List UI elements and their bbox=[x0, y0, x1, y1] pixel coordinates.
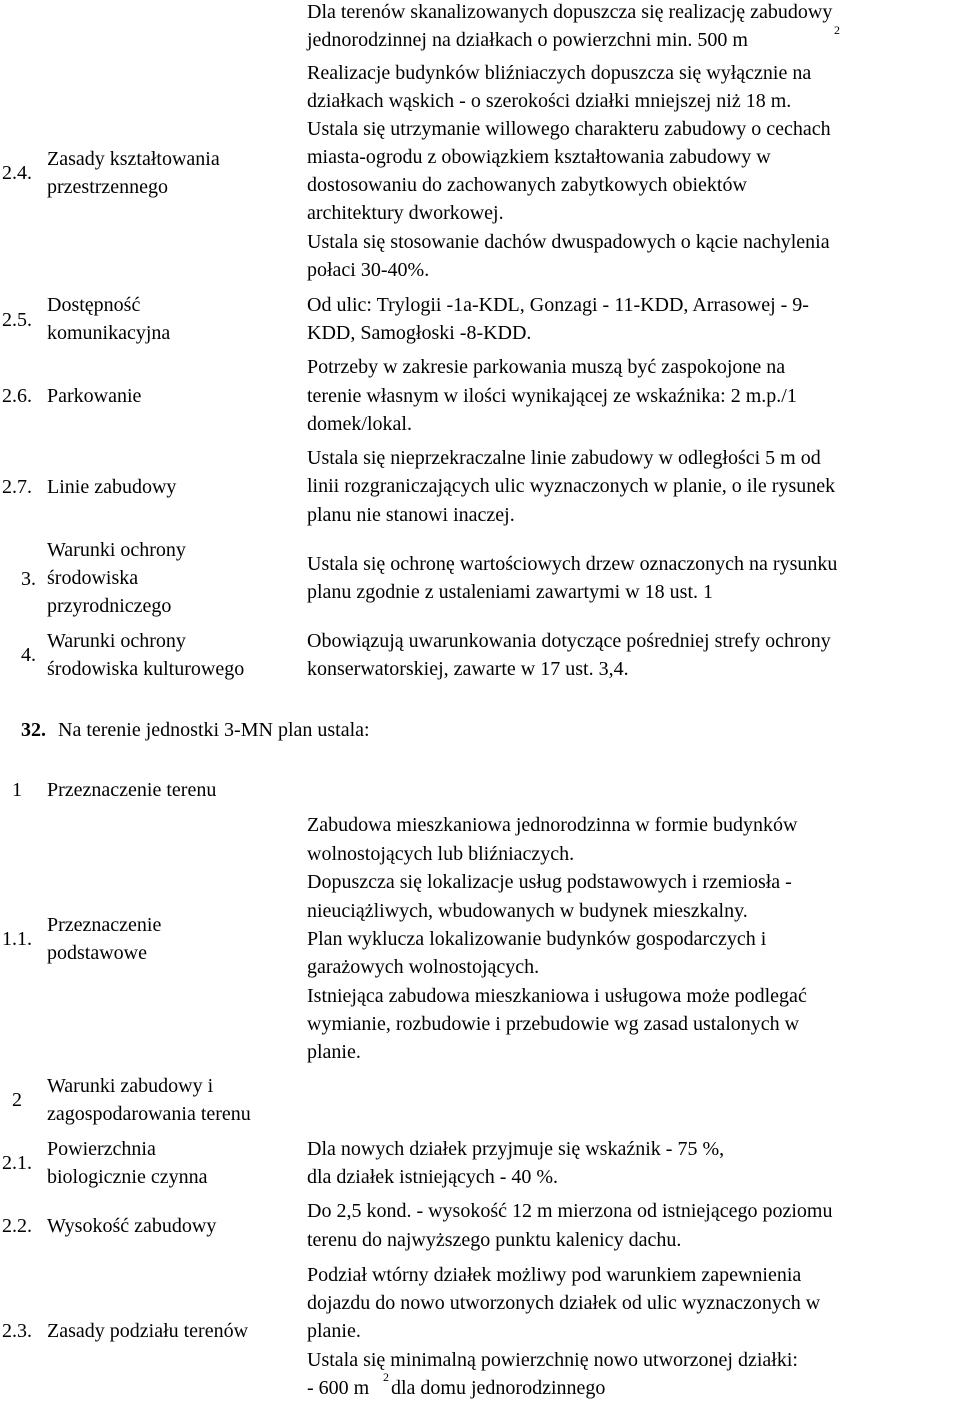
row-number: 3. bbox=[21, 568, 36, 590]
text-line: Realizacje budynków bliźniaczych dopuszcza się wyłącznie na bbox=[307, 62, 812, 84]
row-content-line: Potrzeby w zakresie parkowania muszą być zaspokojone na bbox=[307, 356, 786, 378]
text-line: Dla terenów skanalizowanych dopuszcza się realizację zabudowy bbox=[307, 1, 833, 23]
superscript: 2 bbox=[834, 23, 840, 37]
row-number: 2.6. bbox=[2, 385, 32, 407]
row-content-line: planie. bbox=[307, 1041, 361, 1063]
row-content-line: Dla nowych działek przyjmuje się wskaźnik - 75 %, bbox=[307, 1138, 725, 1160]
row-content-line: dla domu jednorodzinnego bbox=[391, 1377, 606, 1399]
row-label: komunikacyjna bbox=[47, 322, 171, 344]
row-content-line: Ustala się stosowanie dachów dwuspadowych o kącie nachylenia bbox=[307, 231, 830, 253]
row-content-line: Do 2,5 kond. - wysokość 12 m mierzona od istniejącego poziomu bbox=[307, 1200, 833, 1222]
row-content-line: terenu do najwyższego punktu kalenicy dachu. bbox=[307, 1229, 682, 1251]
row-content-line: dostosowaniu do zachowanych zabytkowych obiektów bbox=[307, 174, 747, 196]
row-content-line: Obowiązują uwarunkowania dotyczące pośredniej strefy ochrony bbox=[307, 630, 831, 652]
row-label: Parkowanie bbox=[47, 385, 142, 407]
row-number: 2.5. bbox=[2, 309, 32, 331]
row-label: Powierzchnia bbox=[47, 1138, 156, 1160]
row-label: zagospodarowania terenu bbox=[47, 1103, 251, 1125]
row-content-line: Podział wtórny działek możliwy pod warunkiem zapewnienia bbox=[307, 1264, 802, 1286]
row-content-line: terenie własnym w ilości wynikającej ze wskaźnika: 2 m.p./1 bbox=[307, 385, 797, 407]
row-content-line: KDD, Samogłoski -8-KDD. bbox=[307, 322, 532, 344]
row-content-line: planu zgodnie z ustaleniami zawartymi w 18 ust. 1 bbox=[307, 581, 714, 603]
row-content-line: dla działek istniejących - 40 %. bbox=[307, 1166, 559, 1188]
section-title: Na terenie jednostki 3-MN plan ustala: bbox=[58, 719, 370, 741]
row-label: środowiska bbox=[47, 567, 139, 589]
row-content-line: Istniejąca zabudowa mieszkaniowa i usługowa może podlegać bbox=[307, 985, 807, 1007]
row-content-line: konserwatorskiej, zawarte w 17 ust. 3,4. bbox=[307, 658, 629, 680]
row-label: Linie zabudowy bbox=[47, 476, 177, 498]
row-content-line: Ustala się minimalną powierzchnię nowo utworzonej działki: bbox=[307, 1349, 798, 1371]
row-content-line: planu nie stanowi inaczej. bbox=[307, 504, 515, 526]
row-number: 1 bbox=[12, 779, 22, 801]
row-content-line: Plan wyklucza lokalizowanie budynków gospodarczych i bbox=[307, 928, 767, 950]
row-label: Wysokość zabudowy bbox=[47, 1215, 217, 1237]
row-number: 2 bbox=[12, 1089, 22, 1111]
row-label: Przeznaczenie terenu bbox=[47, 779, 217, 801]
row-number: 2.2. bbox=[2, 1215, 32, 1237]
row-label: Dostępność bbox=[47, 294, 141, 316]
row-number: 2.3. bbox=[2, 1320, 32, 1342]
row-number: 1.1. bbox=[2, 928, 32, 950]
row-content-line: miasta-ogrodu z obowiązkiem kształtowania zabudowy w bbox=[307, 146, 771, 168]
row-content-line: planie. bbox=[307, 1320, 361, 1342]
row-content-line: połaci 30-40%. bbox=[307, 259, 430, 281]
row-label: Warunki ochrony bbox=[47, 539, 186, 561]
superscript: 2 bbox=[383, 1370, 389, 1384]
row-label: biologicznie czynna bbox=[47, 1166, 208, 1188]
row-label: przestrzennego bbox=[47, 176, 169, 198]
row-content-line: linii rozgraniczających ulic wyznaczonych w planie, o ile rysunek bbox=[307, 475, 836, 497]
row-content-line: Ustala się nieprzekraczalne linie zabudowy w odległości 5 m od bbox=[307, 447, 821, 469]
row-content-line: Zabudowa mieszkaniowa jednorodzinna w formie budynków bbox=[307, 814, 798, 836]
row-label: Warunki zabudowy i bbox=[47, 1075, 214, 1097]
row-label: Warunki ochrony bbox=[47, 630, 186, 652]
row-content-line: dojazdu do nowo utworzonych działek od ulic wyznaczonych w bbox=[307, 1292, 821, 1314]
row-content-line: - 600 m bbox=[307, 1377, 370, 1399]
row-label: Przeznaczenie bbox=[47, 914, 162, 936]
row-content-line: domek/lokal. bbox=[307, 413, 412, 435]
text-line: działkach wąskich - o szerokości działki mniejszej niż 18 m. bbox=[307, 90, 792, 112]
row-content-line: garażowych wolnostojących. bbox=[307, 956, 540, 978]
section-number: 32. bbox=[21, 719, 46, 741]
row-number: 2.4. bbox=[2, 162, 32, 184]
row-label: Zasady podziału terenów bbox=[47, 1320, 249, 1342]
row-content-line: nieuciążliwych, wbudowanych w budynek mieszkalny. bbox=[307, 900, 748, 922]
row-label: środowiska kulturowego bbox=[47, 658, 245, 680]
row-content-line: Ustala się ochronę wartościowych drzew oznaczonych na rysunku bbox=[307, 553, 838, 575]
row-content-line: Dopuszcza się lokalizacje usług podstawowych i rzemiosła - bbox=[307, 871, 792, 893]
row-number: 2.7. bbox=[2, 476, 32, 498]
row-content-line: Ustala się utrzymanie willowego charakteru zabudowy o cechach bbox=[307, 118, 831, 140]
row-number: 4. bbox=[21, 644, 36, 666]
row-label: Zasady kształtowania bbox=[47, 148, 220, 170]
row-content-line: wymianie, rozbudowie i przebudowie wg zasad ustalonych w bbox=[307, 1013, 800, 1035]
row-content-line: wolnostojących lub bliźniaczych. bbox=[307, 843, 575, 865]
row-number: 2.1. bbox=[2, 1152, 32, 1174]
row-content-line: Od ulic: Trylogii -1a-KDL, Gonzagi - 11-KDD, Arrasowej - 9- bbox=[307, 294, 809, 316]
row-content-line: architektury dworkowej. bbox=[307, 202, 504, 224]
text-line: jednorodzinnej na działkach o powierzchni min. 500 m bbox=[307, 29, 748, 51]
row-label: podstawowe bbox=[47, 942, 147, 964]
row-label: przyrodniczego bbox=[47, 595, 172, 617]
